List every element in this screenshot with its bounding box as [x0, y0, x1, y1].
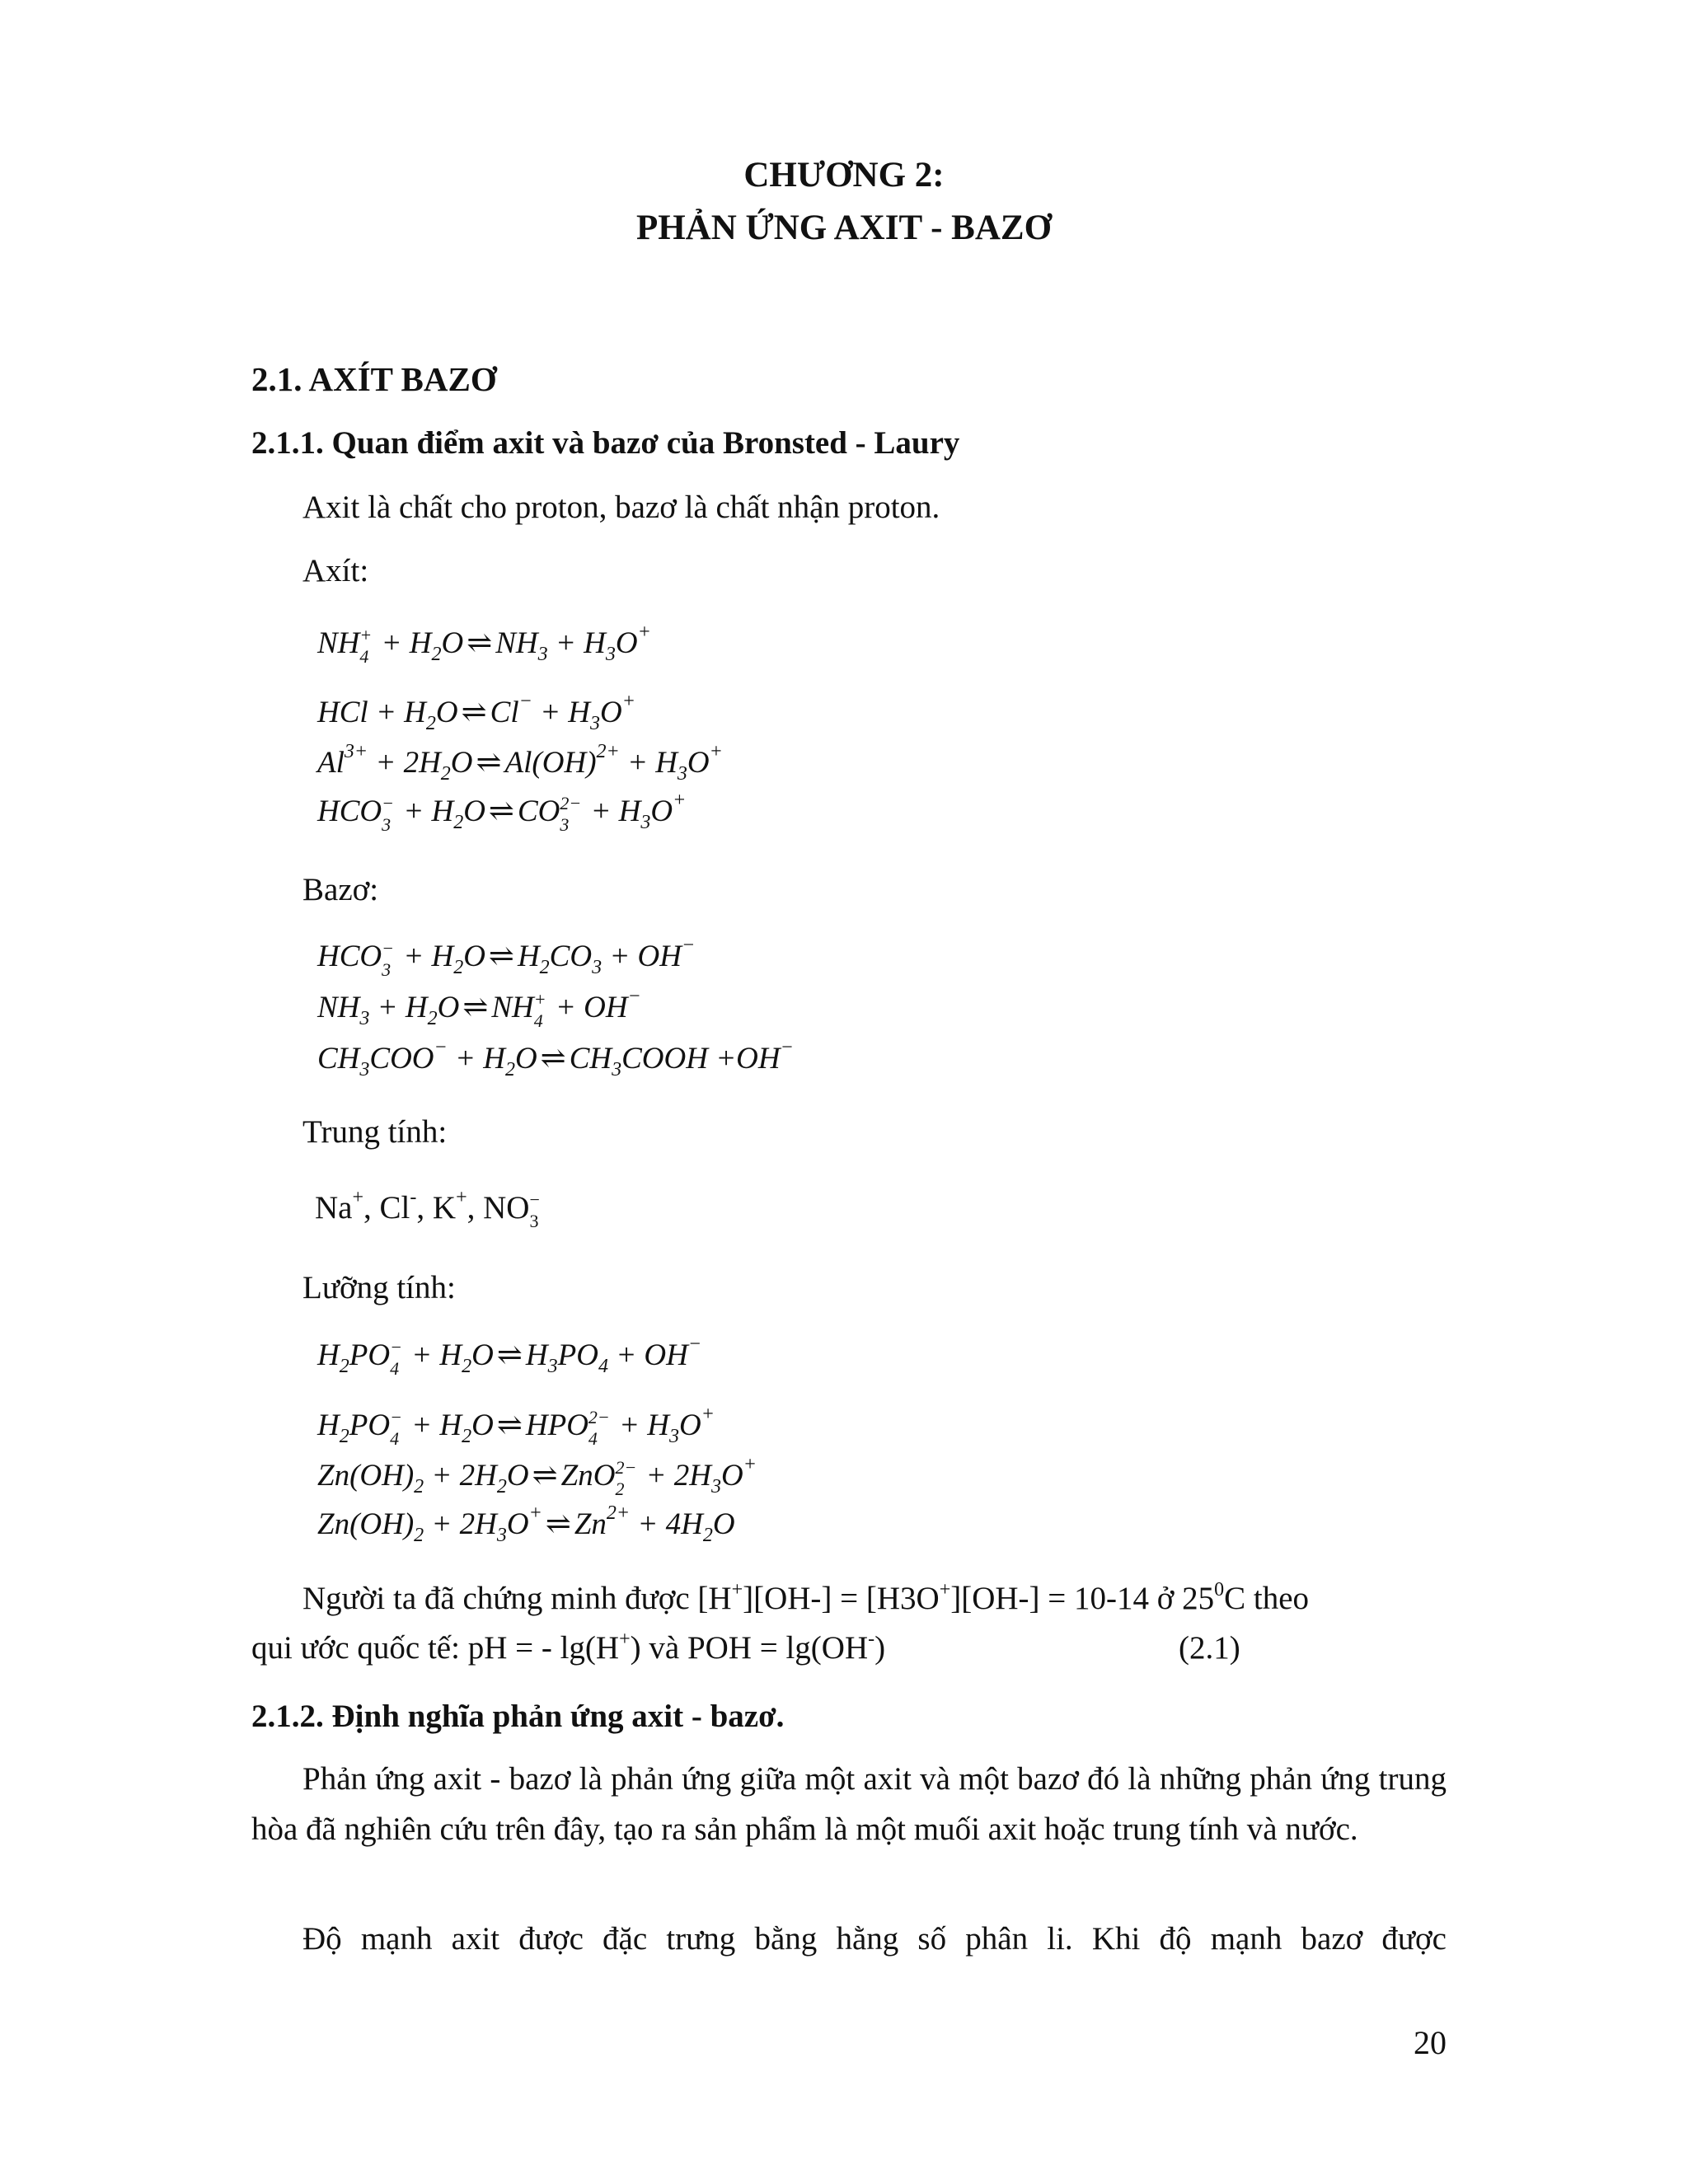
section-heading-2-1-2: 2.1.2. Định nghĩa phản ứng axit - bazơ.	[251, 1699, 785, 1734]
equilibrium-arrow: ⇌	[488, 940, 514, 973]
amphoteric-equation-4: $Zn(OH)_2 + 2H_3O^+$ ⇌ $Zn^{2+} + 4H_2O$	[317, 1502, 735, 1546]
base-equation-2: $NH_3 + H_2O$ ⇌ NH + 4 + OH−	[317, 986, 641, 1031]
equilibrium-arrow: ⇌	[461, 696, 487, 729]
acid-base-definition: Axit là chất cho proton, bazơ là chất nhận proton.	[302, 490, 940, 525]
base-label: Bazơ:	[302, 872, 379, 907]
paragraph-definition: Phản ứng axit - bazơ là phản ứng giữa một axit và một bazơ đó là những phản ứng trung hòa đã nghiên cứu trên đây, tạo ra sản phẩm là một muối axit hoặc trung tính và nước.	[251, 1761, 1447, 1847]
amphoteric-equation-2: $H_2PO$ − 4 + $H_2O$ ⇌ HPO 2− 4 + $H_3O^+$	[317, 1404, 715, 1449]
section-heading-2-1: 2.1. AXÍT BAZƠ	[251, 360, 497, 398]
acid-equation-1: NH + 4 + $H_2O$ ⇌ $NH_3 + H_3O^+$	[317, 621, 651, 667]
base-equation-1: HCO − 3 + $H_2O$ ⇌ $H_2CO_3 + OH^-$	[317, 935, 696, 980]
equilibrium-arrow: ⇌	[496, 1338, 523, 1372]
equilibrium-arrow: ⇌	[532, 1459, 558, 1493]
acid-label: Axít:	[302, 553, 369, 588]
amphoteric-label: Lưỡng tính:	[302, 1270, 456, 1305]
section-heading-2-1-1: 2.1.1. Quan điểm axit và bazơ của Bronsted - Laury	[251, 425, 960, 461]
amphoteric-equation-3: $Zn(OH)_2 + 2H_2O$ ⇌ ZnO 2− 2 + $2H_3O^+$	[317, 1454, 757, 1499]
neutral-ions: Na+, Cl-, K+, NO − 3	[315, 1187, 540, 1232]
acid-equation-3: $Al^{3+} + 2H_2O$ ⇌ $Al(OH)^{2+} + H_3O^+$	[317, 741, 723, 785]
acid-equation-2: HCl + $H_2O$ ⇌ $Cl^- + H_3O^+$	[317, 691, 635, 734]
equilibrium-arrow: ⇌	[462, 991, 489, 1024]
equilibrium-arrow: ⇌	[496, 1408, 523, 1442]
chapter-title: PHẢN ỨNG AXIT - BAZƠ	[635, 209, 1053, 247]
ionic-product-line-2: qui ước quốc tế: pH = - lg(H+) và POH = lg(OH-)	[251, 1629, 886, 1666]
equilibrium-arrow: ⇌	[545, 1507, 571, 1541]
paragraph-acid-strength: Độ mạnh axit được đặc trưng bằng hằng số phân li. Khi độ mạnh bazơ được	[302, 1921, 1447, 1957]
equilibrium-arrow: ⇌	[467, 626, 493, 660]
acid-equation-4: HCO − 3 + $H_2O$ ⇌ CO 2− 3 + $H_3O^+$	[317, 790, 687, 835]
chapter-number: CHƯƠNG 2:	[743, 156, 945, 194]
base-equation-3: $CH_3COO^- + H_2O$ ⇌ $CH_3COOH +OH^-$	[317, 1037, 794, 1080]
page-number: 20	[1414, 2024, 1447, 2061]
equation-number: (2.1)	[1179, 1630, 1240, 1666]
equilibrium-arrow: ⇌	[488, 794, 514, 828]
equilibrium-arrow: ⇌	[476, 746, 502, 780]
neutral-label: Trung tính:	[302, 1114, 448, 1150]
equilibrium-arrow: ⇌	[540, 1042, 566, 1076]
amphoteric-equation-1: $H_2PO$ − 4 + $H_2O$ ⇌ $H_3PO_4 + OH^-$	[317, 1333, 702, 1379]
ionic-product-line-1: Người ta đã chứng minh được [H+][OH-] = [H3O+][OH-] = 10-14 ở $25^0C$ theo	[302, 1579, 1310, 1616]
